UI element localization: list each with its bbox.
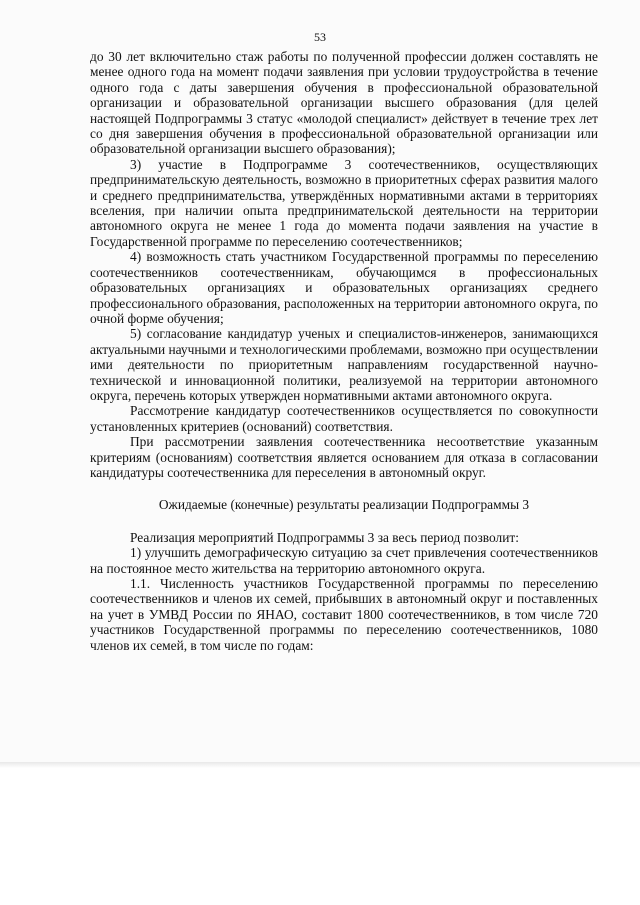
list-item-3: 3) участие в Подпрограмме 3 соотечественников, осуществляющих предпринимательскую деятельность, возможно в приоритетных сферах развития малого и среднего предпринимательства, утверждённых нормативными актами в территориях вселения, при наличии опыта предпринимательской деятельности на территории автономного округа не менее 1 года до момента подачи заявления на участие в Государственной программе по переселению соотечественников; [90,156,598,249]
document-body [90,49,598,653]
paragraph: При рассмотрении заявления соотечественника несоответствие указанным критериям (основаниям) соответствия является основанием для отказа в согласовании кандидатуры соотечественника для переселения в автономный округ. [90,434,598,480]
paragraph: Рассмотрение кандидатур соотечественников осуществляется по совокупности установленных критериев (оснований) соответствия. [90,403,598,434]
section-heading: Ожидаемые (конечные) результаты реализации Подпрограммы 3 [158,497,530,513]
paragraph: Реализация мероприятий Подпрограммы 3 за весь период позволит: [130,529,519,545]
page-number: 53 [314,30,326,44]
list-item-4: 4) возможность стать участником Государственной программы по переселению соотечественников соотечественникам, обучающимся в профессиональных образовательных организациях и образовательных организациях среднего профессионального образования, расположенных на территории автономного округа, по очной форме обучения; [90,249,598,326]
list-item-1: 1) улучшить демографическую ситуацию за счет привлечения соотечественников на постоянное место жительства на территорию автономного округа. [90,545,598,576]
paragraph: до 30 лет включительно стаж работы по полученной профессии должен составлять не менее одного года на момент подачи заявления при условии трудоустройства в течение одного года с даты завершения обучения в профессиональной образовательной организации и образовательной организации высшего образования (для целей настоящей Подпрограммы 3 статус «молодой специалист» действует в течение трех лет со дня завершения обучения в профессиональной образовательной организации или образовательной организации высшего образования); [90,49,598,157]
list-item-5: 5) согласование кандидатур ученых и специалистов-инженеров, занимающихся актуальными научными и технологическими проблемами, возможно при осуществлении ими деятельности по приоритетным направлениям государственной научно-технической и инновационной политики, реализуемой на территории автономного округа, перечень которых утвержден нормативными актами автономного округа. [90,326,598,403]
list-item-1-1: 1.1. Численность участников Государственной программы по переселению соотечественников и членов их семей, прибывших в автономный округ и поставленных на учет в УМВД России по ЯНАО, составит 1800 соотечественников, в том числе 720 участников Государственной программы по переселению соотечественников, 1080 членов их семей, в том числе по годам: [90,576,598,653]
page-edge-shadow [0,762,640,768]
